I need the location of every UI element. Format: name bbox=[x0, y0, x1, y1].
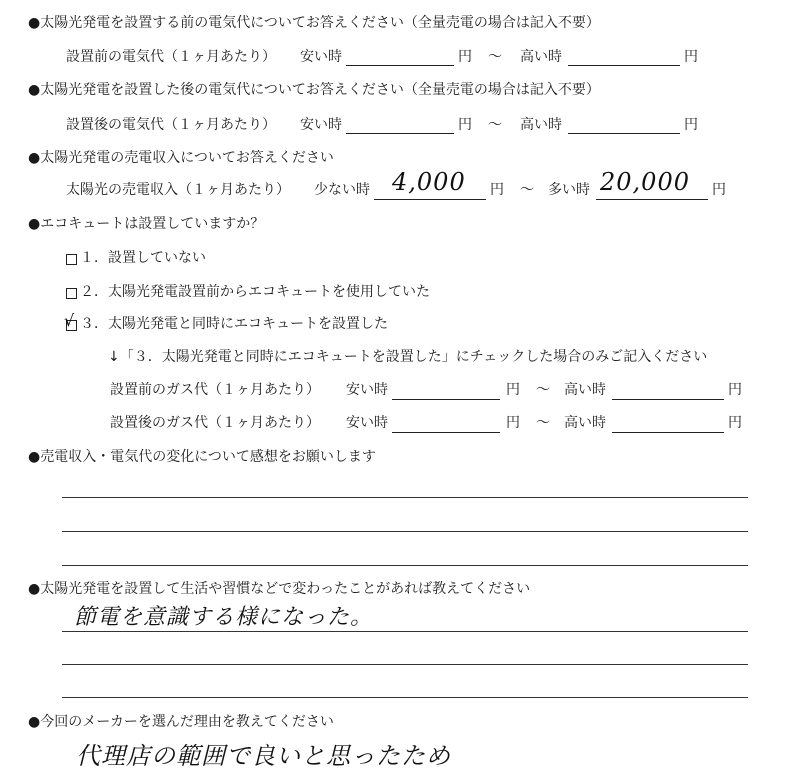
gas-after-label: 設置後のガス代（１ヶ月あたり） bbox=[110, 415, 320, 431]
high-label: 高い時 bbox=[564, 415, 606, 431]
option-3-label: ３．太陽光発電と同時にエコキュートを設置した bbox=[80, 316, 388, 332]
yen-unit: 円 bbox=[506, 415, 520, 431]
gas-before-label: 設置前のガス代（１ヶ月あたり） bbox=[110, 382, 320, 398]
option-1-checkbox[interactable] bbox=[66, 254, 77, 265]
yen-unit: 円 bbox=[490, 182, 504, 198]
question-impressions: ●売電収入・電気代の変化について感想をお願いします bbox=[28, 449, 376, 465]
question-electricity-before: ●太陽光発電を設置する前の電気代についてお答えください（全量売電の場合は記入不要） bbox=[28, 15, 600, 31]
yen-unit: 円 bbox=[684, 117, 698, 133]
answer-line[interactable] bbox=[62, 531, 748, 532]
sales-income-high-field[interactable] bbox=[596, 198, 708, 200]
ecocute-instruction-note: ↓「３．太陽光発電と同時にエコキュートを設置した」にチェックした場合のみご記入ください bbox=[108, 349, 708, 365]
low-label: 安い時 bbox=[300, 117, 342, 133]
sales-income-high-value: 20,000 bbox=[600, 168, 690, 196]
electricity-after-label: 設置後の電気代（１ヶ月あたり） bbox=[66, 117, 276, 133]
gas-before-low-field[interactable] bbox=[392, 398, 500, 400]
question-sales-income: ●太陽光発電の売電収入についてお答えください bbox=[28, 150, 334, 166]
question-electricity-after: ●太陽光発電を設置した後の電気代についてお答えください（全量売電の場合は記入不要） bbox=[28, 82, 600, 98]
low-label: 安い時 bbox=[346, 382, 388, 398]
question-ecocute: ●エコキュートは設置していますか？ bbox=[28, 216, 265, 232]
high-label: 多い時 bbox=[548, 182, 590, 198]
option-2-label: ２．太陽光発電設置前からエコキュートを使用していた bbox=[80, 284, 430, 300]
option-2-checkbox[interactable] bbox=[66, 288, 77, 299]
gas-after-low-field[interactable] bbox=[392, 431, 500, 433]
option-1-label: １．設置していない bbox=[80, 250, 206, 266]
range-tilde: ～ bbox=[488, 117, 502, 133]
answer-line[interactable] bbox=[62, 497, 748, 498]
electricity-before-low-field[interactable] bbox=[346, 64, 454, 66]
sales-income-low-field[interactable] bbox=[374, 198, 486, 200]
electricity-before-high-field[interactable] bbox=[568, 64, 680, 66]
answer-line[interactable] bbox=[62, 565, 748, 566]
answer-line[interactable] bbox=[62, 697, 748, 698]
question-maker-reason: ●今回のメーカーを選んだ理由を教えてください bbox=[28, 714, 334, 730]
yen-unit: 円 bbox=[728, 415, 742, 431]
range-tilde: ～ bbox=[536, 382, 550, 398]
lifestyle-change-answer: 節電を意識する様になった。 bbox=[74, 605, 374, 630]
yen-unit: 円 bbox=[684, 49, 698, 65]
range-tilde: ～ bbox=[488, 49, 502, 65]
electricity-after-high-field[interactable] bbox=[568, 132, 680, 134]
low-label: 少ない時 bbox=[314, 182, 370, 198]
low-label: 安い時 bbox=[300, 49, 342, 65]
high-label: 高い時 bbox=[520, 117, 562, 133]
yen-unit: 円 bbox=[458, 117, 472, 133]
range-tilde: ～ bbox=[520, 182, 534, 198]
answer-line[interactable] bbox=[62, 631, 748, 632]
check-mark-icon: √ bbox=[64, 311, 75, 330]
electricity-before-label: 設置前の電気代（１ヶ月あたり） bbox=[66, 49, 276, 65]
gas-after-high-field[interactable] bbox=[612, 431, 724, 433]
sales-income-low-value: 4,000 bbox=[392, 168, 466, 196]
high-label: 高い時 bbox=[520, 49, 562, 65]
low-label: 安い時 bbox=[346, 415, 388, 431]
yen-unit: 円 bbox=[506, 382, 520, 398]
yen-unit: 円 bbox=[458, 49, 472, 65]
yen-unit: 円 bbox=[728, 382, 742, 398]
gas-before-high-field[interactable] bbox=[612, 398, 724, 400]
electricity-after-low-field[interactable] bbox=[346, 132, 454, 134]
high-label: 高い時 bbox=[564, 382, 606, 398]
question-lifestyle-change: ●太陽光発電を設置して生活や習慣などで変わったことがあれば教えてください bbox=[28, 581, 531, 597]
answer-line[interactable] bbox=[62, 664, 748, 665]
sales-income-label: 太陽光の売電収入（１ヶ月あたり） bbox=[66, 182, 290, 198]
range-tilde: ～ bbox=[536, 415, 550, 431]
maker-reason-answer: 代理店の範囲で良いと思ったため bbox=[76, 742, 451, 770]
yen-unit: 円 bbox=[712, 182, 726, 198]
